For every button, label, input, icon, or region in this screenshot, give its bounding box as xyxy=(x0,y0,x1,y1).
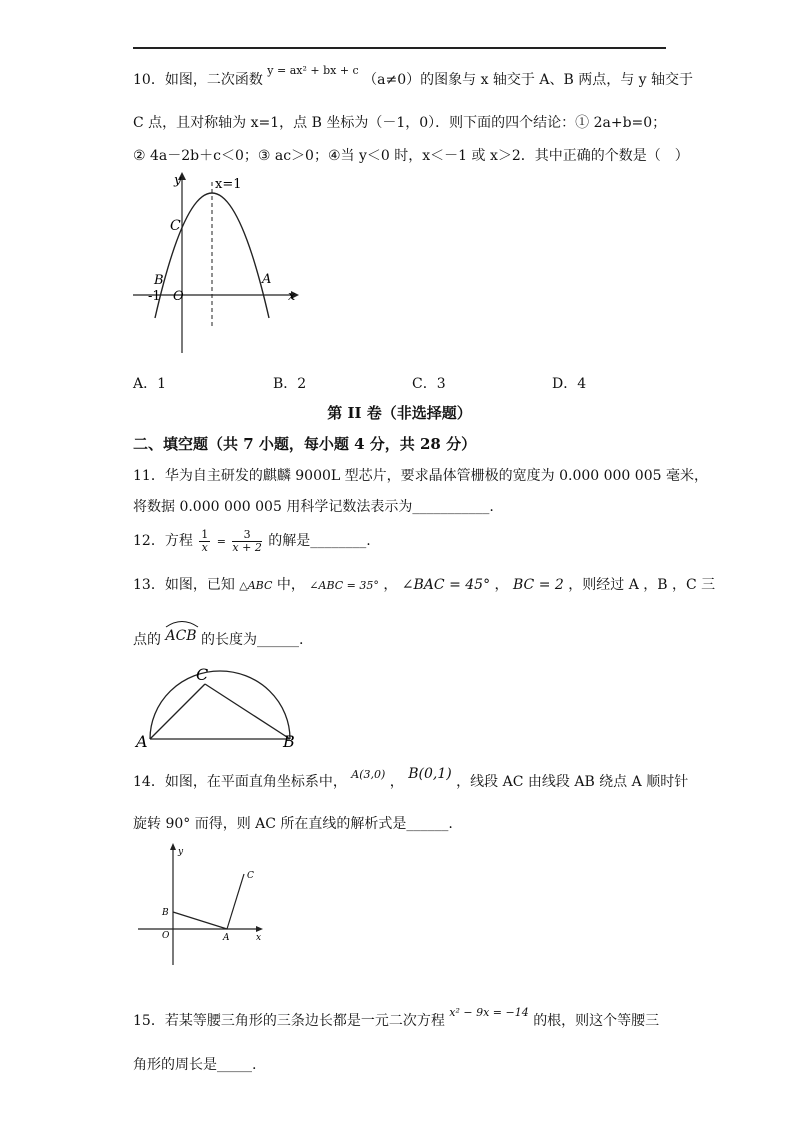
q10-line1 xyxy=(133,64,694,91)
q12-line xyxy=(133,524,371,559)
q13-arc xyxy=(165,626,196,646)
section2-heading: 二、填空题（共 7 小题，每小题 4 分，共 28 分） xyxy=(133,435,477,453)
q14-line1 xyxy=(133,766,689,793)
q13-label-C: C xyxy=(196,665,209,684)
q14-prefix: 14．如图，在平面直角坐标系中， xyxy=(133,774,347,790)
q12-frac2-num: 3 xyxy=(232,529,261,542)
q10-label-x: x xyxy=(288,289,296,304)
q13-segment-cb xyxy=(205,684,290,739)
q10-label-neg1: -1 xyxy=(148,289,161,304)
q12-frac2-den: x + 2 xyxy=(232,540,262,554)
q13-prefix: 13．如图，已知 xyxy=(133,577,235,593)
top-rule xyxy=(133,47,666,49)
q10-label-B: B xyxy=(154,273,164,288)
q10-label-A: A xyxy=(262,272,272,287)
q14-label-O: O xyxy=(162,931,170,941)
q10-prefix: 10．如图，二次函数 xyxy=(133,72,263,88)
q14-label-C: C xyxy=(247,871,254,881)
q14-label-y: y xyxy=(178,847,184,857)
q10-line3: ② 4a－2b＋c＜0；③ ac＞0；④当 y＜0 时，x＜－1 或 x＞2．其中正确的个数是（ ） xyxy=(133,148,689,164)
q10-condition: （a≠0）的图象与 x 轴交于 A、B 两点，与 y 轴交于 xyxy=(363,72,694,88)
q13-semicircle-figure xyxy=(133,664,308,754)
q10-parabola-figure xyxy=(133,168,313,358)
q10-label-axis: x=1 xyxy=(215,177,242,192)
q15-line1 xyxy=(133,1006,660,1032)
q13-line1 xyxy=(133,575,715,596)
q14-label-A: A xyxy=(223,933,230,943)
q14-label-x: x xyxy=(256,933,262,943)
q14-suffix: ，线段 AC 由线段 AB 绕点 A 顺时针 xyxy=(456,774,689,790)
q13-comma2: ， xyxy=(494,577,509,593)
q13-angle-bac: ∠BAC = 45° xyxy=(401,577,491,593)
q15-suffix: 的根，则这个等腰三 xyxy=(533,1013,660,1029)
q14-point-a: A(3,0) xyxy=(351,768,386,781)
q12-fraction-left xyxy=(199,529,210,554)
q14-line2: 旋转 90° 而得，则 AC 所在直线的解析式是______. xyxy=(133,816,453,832)
q13-angle-abc: ∠ABC = 35° xyxy=(309,579,379,592)
q13-line2 xyxy=(133,630,303,650)
q10-label-C: C xyxy=(170,218,181,234)
q15-line2: 角形的周长是_____. xyxy=(133,1057,257,1073)
q10-option-a: A．1 xyxy=(133,376,167,392)
q14-coordinate-figure xyxy=(133,840,273,970)
section-title: 第 II 卷（非选择题） xyxy=(327,404,472,422)
q11-line1: 11．华为自主研发的麒麟 9000L 型芯片，要求晶体管栅极的宽度为 0.000 000 005 毫米， xyxy=(133,468,708,484)
q13-arc-curve xyxy=(150,671,290,739)
q10-option-b: B．2 xyxy=(273,376,307,392)
q15-equation: x² − 9x = −14 xyxy=(449,1006,529,1019)
q13-label-B: B xyxy=(283,732,295,751)
q14-x-arrow xyxy=(256,926,263,932)
q10-option-d: D．4 xyxy=(552,376,587,392)
q12-frac1-den: x xyxy=(201,540,208,554)
q13-arc-mark xyxy=(165,620,199,628)
q13-suffix: ，则经过 A ，B ，C 三 xyxy=(568,577,716,593)
q13-triangle: △ABC xyxy=(239,579,273,592)
q13-mid: 中， xyxy=(276,577,305,593)
q10-label-y: y xyxy=(174,173,182,188)
q12-fraction-right xyxy=(232,529,261,554)
q13-segment-ac xyxy=(150,684,205,739)
q11-line2: 将数据 0.000 000 005 用科学记数法表示为___________. xyxy=(133,499,494,515)
q10-formula: y = ax² + bx + c xyxy=(267,64,359,77)
q12-prefix: 12．方程 xyxy=(133,533,193,549)
q14-label-B: B xyxy=(162,908,169,918)
q10-option-c: C．3 xyxy=(412,376,446,392)
q15-prefix: 15．若某等腰三角形的三条边长都是一元二次方程 xyxy=(133,1013,445,1029)
q13-side-bc: BC = 2 xyxy=(512,577,564,593)
q13-comma1: ， xyxy=(383,577,398,593)
q12-suffix: 的解是________. xyxy=(268,533,371,549)
q14-y-arrow xyxy=(170,843,176,850)
q12-frac1-num: 1 xyxy=(201,527,209,541)
q14-point-b: B(0,1) xyxy=(408,766,452,782)
q12-equals: = xyxy=(216,535,226,548)
q14-segment-ac xyxy=(227,874,244,929)
q13-line2-prefix: 点的 xyxy=(133,632,161,648)
q13-arc-text: ACB xyxy=(165,628,197,644)
q14-comma: ， xyxy=(389,774,404,790)
q14-segment-ab xyxy=(173,912,227,929)
q13-line2-suffix: 的长度为______. xyxy=(201,632,304,648)
q13-label-A: A xyxy=(136,732,148,751)
q10-label-O: O xyxy=(173,289,184,304)
q10-line2: C 点，且对称轴为 x=1，点 B 坐标为（－1，0）．则下面的四个结论：① 2a+b=0； xyxy=(133,115,667,131)
